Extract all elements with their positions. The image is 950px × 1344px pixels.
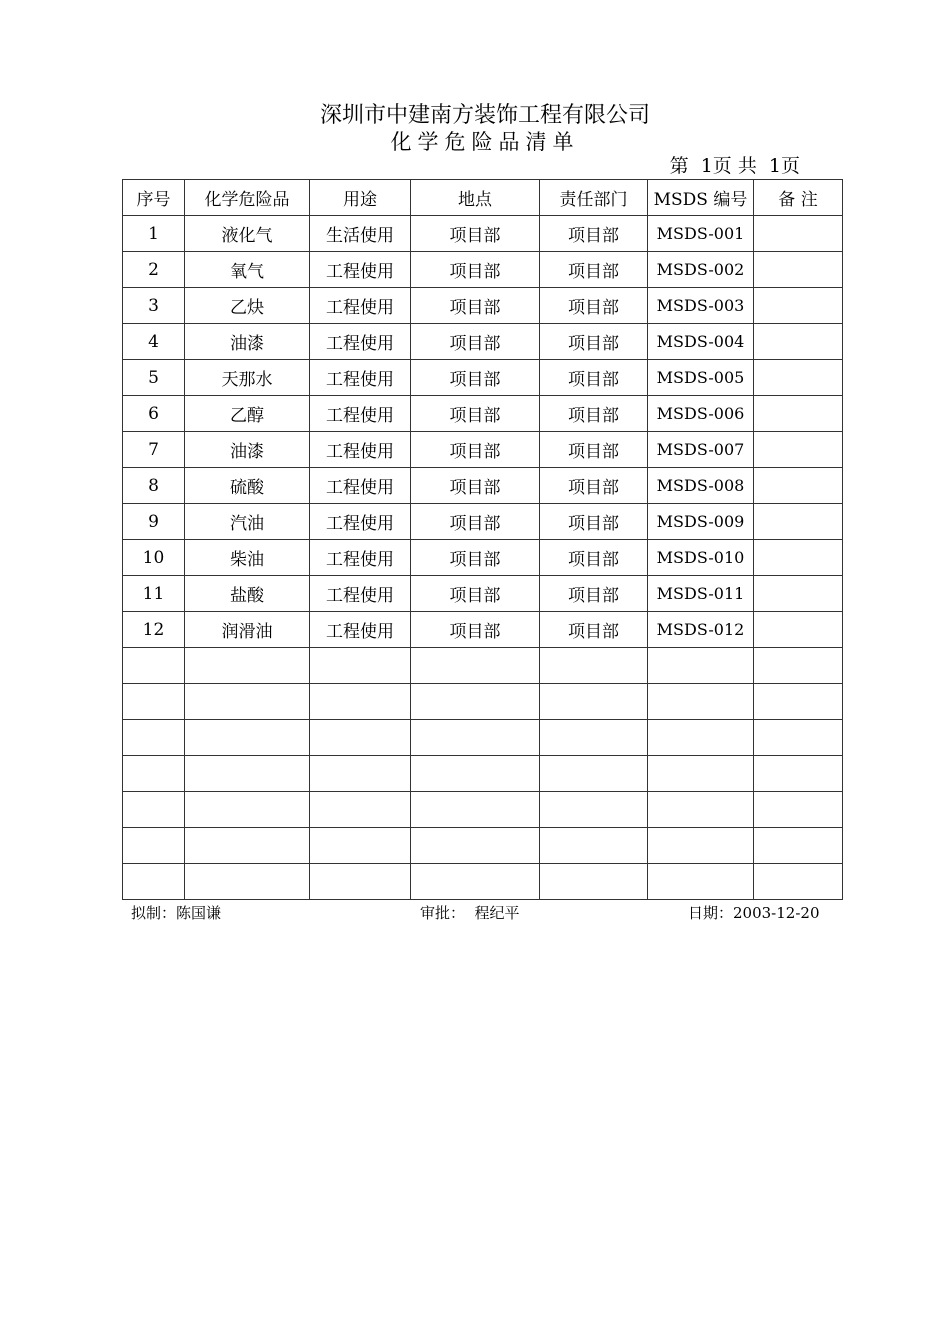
cell-location (411, 648, 540, 684)
cell-department: 项目部 (540, 468, 648, 504)
column-header-chemical: 化学危险品 (185, 180, 310, 216)
cell-department (540, 720, 648, 756)
table-row (123, 504, 843, 540)
cell-usage: 工程使用 (310, 432, 411, 468)
cell-remarks (754, 612, 843, 648)
table-row (123, 576, 843, 612)
cell-chemical: 天那水 (185, 360, 310, 396)
cell-chemical: 柴油 (185, 540, 310, 576)
cell-location (411, 828, 540, 864)
cell-department: 项目部 (540, 432, 648, 468)
cell-index: 3 (123, 288, 185, 324)
cell-remarks (754, 756, 843, 792)
cell-remarks (754, 504, 843, 540)
cell-index: 10 (123, 540, 185, 576)
page-info: 第 1页 共 1页 (669, 155, 800, 177)
cell-chemical (185, 828, 310, 864)
cell-location (411, 684, 540, 720)
cell-chemical (185, 756, 310, 792)
table-row (123, 432, 843, 468)
cell-remarks (754, 324, 843, 360)
cell-location: 项目部 (411, 252, 540, 288)
company-name: 深圳市中建南方装饰工程有限公司 (319, 103, 650, 128)
cell-index (123, 756, 185, 792)
cell-department (540, 756, 648, 792)
cell-chemical: 汽油 (185, 504, 310, 540)
cell-usage (310, 792, 411, 828)
cell-usage (310, 828, 411, 864)
cell-msds (648, 720, 754, 756)
cell-chemical: 油漆 (185, 432, 310, 468)
cell-chemical: 油漆 (185, 324, 310, 360)
cell-usage: 工程使用 (310, 612, 411, 648)
cell-department: 项目部 (540, 288, 648, 324)
cell-remarks (754, 288, 843, 324)
cell-chemical (185, 720, 310, 756)
cell-usage (310, 684, 411, 720)
cell-msds: MSDS-004 (648, 324, 754, 360)
cell-index: 1 (123, 216, 185, 252)
cell-index (123, 864, 185, 900)
cell-msds (648, 648, 754, 684)
cell-department (540, 864, 648, 900)
table-row (123, 612, 843, 648)
table-row (123, 324, 843, 360)
cell-msds: MSDS-007 (648, 432, 754, 468)
column-header-location: 地点 (411, 180, 540, 216)
cell-location: 项目部 (411, 216, 540, 252)
cell-remarks (754, 792, 843, 828)
table-header-row (123, 180, 843, 216)
cell-usage (310, 648, 411, 684)
cell-index: 6 (123, 396, 185, 432)
cell-usage: 工程使用 (310, 252, 411, 288)
cell-location (411, 792, 540, 828)
document-title: 化学危险品清单 (390, 130, 580, 154)
column-header-department: 责任部门 (540, 180, 648, 216)
cell-chemical: 硫酸 (185, 468, 310, 504)
cell-usage: 工程使用 (310, 504, 411, 540)
cell-location: 项目部 (411, 576, 540, 612)
cell-department: 项目部 (540, 504, 648, 540)
cell-index: 7 (123, 432, 185, 468)
cell-chemical (185, 864, 310, 900)
cell-remarks (754, 360, 843, 396)
cell-remarks (754, 864, 843, 900)
cell-msds: MSDS-001 (648, 216, 754, 252)
cell-index (123, 720, 185, 756)
cell-chemical: 盐酸 (185, 576, 310, 612)
cell-chemical: 液化气 (185, 216, 310, 252)
cell-department: 项目部 (540, 324, 648, 360)
cell-msds (648, 828, 754, 864)
table-row (123, 684, 843, 720)
cell-msds: MSDS-002 (648, 252, 754, 288)
cell-department: 项目部 (540, 216, 648, 252)
approved-by: 审批： 程纪平 (420, 904, 520, 922)
table-row (123, 792, 843, 828)
cell-location: 项目部 (411, 468, 540, 504)
cell-department (540, 684, 648, 720)
cell-location (411, 864, 540, 900)
cell-remarks (754, 648, 843, 684)
cell-remarks (754, 576, 843, 612)
column-header-index: 序号 (123, 180, 185, 216)
cell-chemical: 乙醇 (185, 396, 310, 432)
cell-chemical (185, 648, 310, 684)
cell-department (540, 648, 648, 684)
cell-msds: MSDS-006 (648, 396, 754, 432)
table-row (123, 864, 843, 900)
cell-remarks (754, 252, 843, 288)
cell-msds (648, 756, 754, 792)
cell-msds (648, 684, 754, 720)
cell-usage: 工程使用 (310, 360, 411, 396)
table-row (123, 396, 843, 432)
cell-index: 2 (123, 252, 185, 288)
cell-usage (310, 864, 411, 900)
cell-department: 项目部 (540, 576, 648, 612)
cell-department (540, 792, 648, 828)
cell-usage: 工程使用 (310, 576, 411, 612)
cell-location: 项目部 (411, 288, 540, 324)
document-date: 日期：2003-12-20 (688, 904, 820, 922)
cell-chemical: 润滑油 (185, 612, 310, 648)
cell-index: 4 (123, 324, 185, 360)
cell-location: 项目部 (411, 612, 540, 648)
cell-msds: MSDS-005 (648, 360, 754, 396)
cell-usage: 生活使用 (310, 216, 411, 252)
column-header-remarks: 备 注 (754, 180, 843, 216)
cell-remarks (754, 468, 843, 504)
table-row (123, 252, 843, 288)
cell-remarks (754, 828, 843, 864)
table-row (123, 216, 843, 252)
cell-index: 12 (123, 612, 185, 648)
cell-usage: 工程使用 (310, 288, 411, 324)
cell-remarks (754, 396, 843, 432)
prepared-by: 拟制：陈国谦 (131, 904, 222, 922)
cell-location: 项目部 (411, 324, 540, 360)
cell-usage: 工程使用 (310, 540, 411, 576)
cell-usage: 工程使用 (310, 396, 411, 432)
cell-department (540, 828, 648, 864)
cell-msds: MSDS-012 (648, 612, 754, 648)
table-row (123, 828, 843, 864)
cell-remarks (754, 432, 843, 468)
table-body (123, 216, 843, 900)
cell-chemical (185, 684, 310, 720)
cell-remarks (754, 684, 843, 720)
cell-location: 项目部 (411, 360, 540, 396)
cell-usage: 工程使用 (310, 468, 411, 504)
cell-msds: MSDS-008 (648, 468, 754, 504)
cell-msds: MSDS-003 (648, 288, 754, 324)
cell-index: 8 (123, 468, 185, 504)
cell-chemical: 乙炔 (185, 288, 310, 324)
cell-department: 项目部 (540, 360, 648, 396)
cell-index (123, 684, 185, 720)
cell-msds: MSDS-010 (648, 540, 754, 576)
table-row (123, 648, 843, 684)
cell-location: 项目部 (411, 540, 540, 576)
column-header-usage: 用途 (310, 180, 411, 216)
cell-location: 项目部 (411, 432, 540, 468)
cell-department: 项目部 (540, 612, 648, 648)
cell-msds: MSDS-011 (648, 576, 754, 612)
cell-index: 5 (123, 360, 185, 396)
cell-index: 11 (123, 576, 185, 612)
cell-index: 9 (123, 504, 185, 540)
cell-msds: MSDS-009 (648, 504, 754, 540)
cell-remarks (754, 540, 843, 576)
cell-index (123, 828, 185, 864)
cell-department: 项目部 (540, 396, 648, 432)
table-row (123, 720, 843, 756)
cell-msds (648, 864, 754, 900)
cell-index (123, 648, 185, 684)
cell-department: 项目部 (540, 252, 648, 288)
table-row (123, 288, 843, 324)
cell-chemical (185, 792, 310, 828)
cell-index (123, 792, 185, 828)
cell-location: 项目部 (411, 396, 540, 432)
table-row (123, 360, 843, 396)
table-row (123, 468, 843, 504)
table-row (123, 540, 843, 576)
cell-location (411, 756, 540, 792)
column-header-msds: MSDS 编号 (648, 180, 754, 216)
cell-department: 项目部 (540, 540, 648, 576)
cell-usage (310, 756, 411, 792)
cell-msds (648, 792, 754, 828)
cell-remarks (754, 216, 843, 252)
chemicals-table (122, 179, 843, 900)
cell-remarks (754, 720, 843, 756)
cell-usage: 工程使用 (310, 324, 411, 360)
cell-location: 项目部 (411, 504, 540, 540)
table-row (123, 756, 843, 792)
cell-location (411, 720, 540, 756)
cell-chemical: 氧气 (185, 252, 310, 288)
cell-usage (310, 720, 411, 756)
